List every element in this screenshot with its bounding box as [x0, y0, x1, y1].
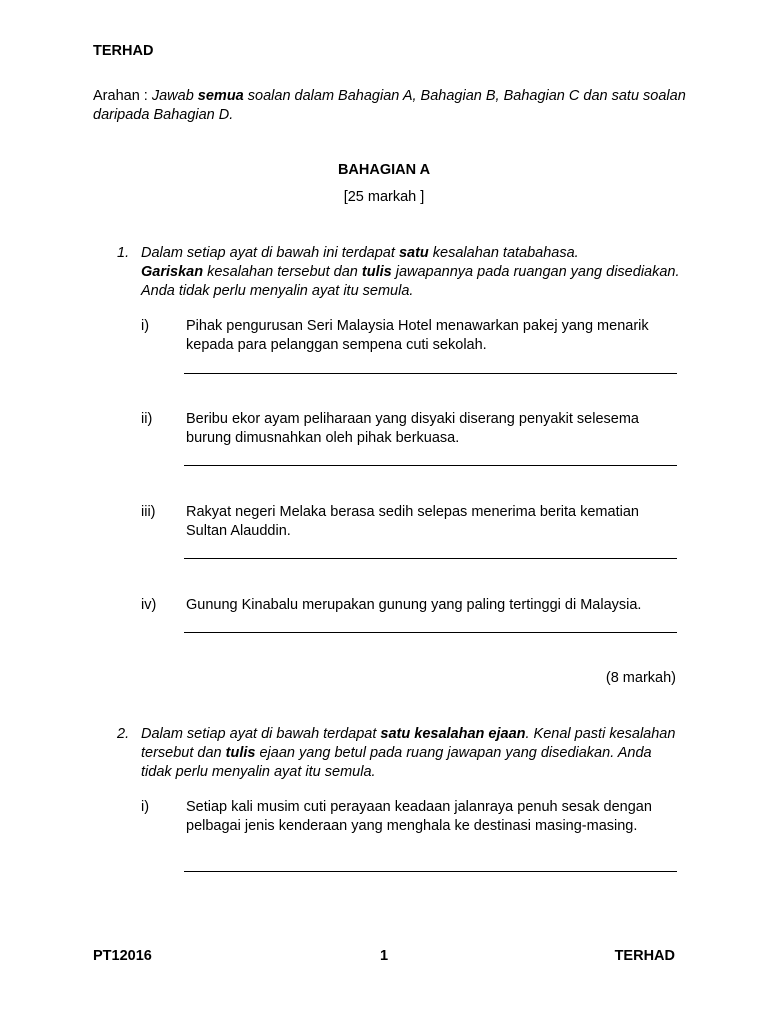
footer-classification: TERHAD — [614, 948, 675, 964]
instructions-bold: semua — [197, 88, 244, 104]
instructions-text-1: Jawab — [151, 88, 198, 104]
q1-item-numeral: i) — [141, 318, 150, 334]
instructions — [93, 87, 693, 125]
footer-code: PT12016 — [93, 948, 152, 964]
q1-text-3: kesalahan tersebut dan — [203, 264, 362, 280]
q1-bold-1: satu — [398, 245, 429, 261]
q1-bold-3: tulis — [361, 264, 392, 280]
answer-line[interactable] — [184, 558, 677, 559]
section-marks: [25 markah ] — [343, 189, 425, 205]
q2-text-3: ejaan yang betul pada ruang jawapan yang disediakan. Anda tidak perlu menyalin ayat itu semula. — [141, 745, 652, 780]
instructions-text-2: soalan dalam Bahagian A, Bahagian B, Bahagian C dan satu soalan daripada Bahagian D. — [93, 88, 686, 123]
q2-text-2: . Kenal pasti kesalahan tersebut dan — [141, 726, 676, 761]
q2-bold-2: tulis — [225, 745, 256, 761]
q1-item-text: Pihak pengurusan Seri Malaysia Hotel menawarkan pakej yang menarik kepada para pelanggan sempena cuti sekolah. — [186, 318, 649, 353]
q1-item-text: Beribu ekor ayam peliharaan yang disyaki diserang penyakit selesema burung dimusnahkan oleh pihak berkuasa. — [186, 411, 639, 446]
answer-line[interactable] — [184, 871, 677, 872]
q2-bold-1: satu kesalahan ejaan — [380, 726, 526, 742]
answer-line[interactable] — [184, 632, 677, 633]
answer-line[interactable] — [184, 465, 677, 466]
question-1-marks: (8 markah) — [605, 670, 676, 686]
q1-text-1: Dalam setiap ayat di bawah ini terdapat — [141, 245, 399, 261]
answer-line[interactable] — [184, 373, 677, 374]
q1-item-text: Gunung Kinabalu merupakan gunung yang paling tertinggi di Malaysia. — [186, 597, 642, 613]
question-1-number: 1. — [117, 245, 130, 261]
q2-text-1: Dalam setiap ayat di bawah terdapat — [141, 726, 381, 742]
instructions-prefix: Arahan : — [93, 88, 152, 104]
classification-header: TERHAD — [93, 43, 154, 59]
q1-text-4: jawapannya pada ruangan yang disediakan. Anda tidak perlu menyalin ayat itu semula. — [141, 264, 680, 299]
page-number: 1 — [379, 948, 389, 964]
q1-item-text: Rakyat negeri Melaka berasa sedih selepas menerima berita kematian Sultan Alauddin. — [186, 504, 639, 539]
q1-item-numeral: iv) — [141, 597, 157, 613]
q2-item-numeral: i) — [141, 799, 150, 815]
q1-item-numeral: ii) — [141, 411, 153, 427]
q1-bold-2: Gariskan — [141, 264, 204, 280]
question-2-number: 2. — [117, 726, 130, 742]
question-1-instruction — [141, 244, 681, 301]
q2-item-text: Setiap kali musim cuti perayaan keadaan jalanraya penuh sesak dengan pelbagai jenis kenderaan yang menghala ke destinasi masing-masing. — [186, 799, 652, 834]
q1-item-numeral: iii) — [141, 504, 156, 520]
question-2-instruction — [141, 725, 681, 782]
section-title: BAHAGIAN A — [337, 162, 431, 178]
q1-text-2: kesalahan tatabahasa. — [428, 245, 579, 261]
